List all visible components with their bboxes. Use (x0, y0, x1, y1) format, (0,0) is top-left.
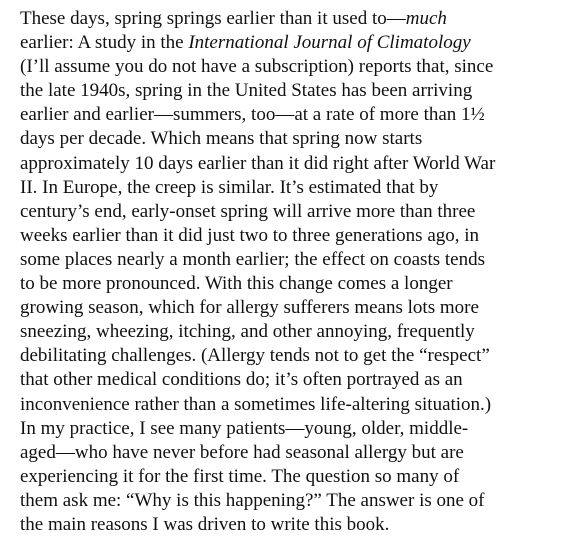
text-line-10: weeks earlier than it did just two to three generations ago, in (20, 224, 480, 246)
text-line-18: In my practice, I see many patients—young, older, middle- (20, 417, 469, 439)
text-line-22: the main reasons I was driven to write this book. (20, 513, 390, 535)
text-line-4: the late 1940s, spring in the United States has been arriving (20, 80, 473, 102)
text-line-17: inconvenience rather than a sometimes life-altering situation.) (20, 393, 492, 415)
text-line-14: sneezing, wheezing, itching, and other annoying, frequently (20, 321, 475, 343)
text-line-7: approximately 10 days earlier than it did right after World War (20, 152, 496, 174)
text-line-15: debilitating challenges. (Allergy tends not to get the “respect” (20, 345, 490, 367)
text-line-1 (20, 7, 560, 31)
text-line-9: century’s end, early-onset spring will arrive more than three (20, 200, 476, 222)
text-line-5: earlier and earlier—summers, too—at a rate of more than 1½ (20, 104, 485, 126)
journal-title: International Journal of Climatology (188, 32, 471, 54)
text-span: earlier: A study in the (20, 32, 189, 54)
text-line-13: growing season, which for allergy sufferers means lots more (20, 297, 479, 319)
document-page (20, 7, 560, 537)
text-span: These days, spring springs earlier than it used to— (20, 8, 406, 29)
text-line-2 (20, 31, 560, 55)
text-line-19: aged—who have never before had seasonal allergy but are (20, 441, 464, 463)
text-line-16: that other medical conditions do; it’s often portrayed as an (20, 369, 463, 391)
text-line-6: days per decade. Which means that spring now starts (20, 128, 423, 150)
text-line-3: (I’ll assume you do not have a subscription) reports that, since (20, 56, 494, 78)
text-line-20: experiencing it for the first time. The question so many of (20, 465, 460, 487)
text-line-11: some places nearly a month earlier; the effect on coasts tends (20, 248, 485, 270)
text-line-12: to be more pronounced. With this change comes a longer (20, 273, 453, 295)
emphasis-span: much (405, 8, 447, 29)
text-line-8: II. In Europe, the creep is similar. It’s estimated that by (20, 176, 439, 198)
text-line-21: them ask me: “Why is this happening?” The answer is one of (20, 489, 485, 511)
